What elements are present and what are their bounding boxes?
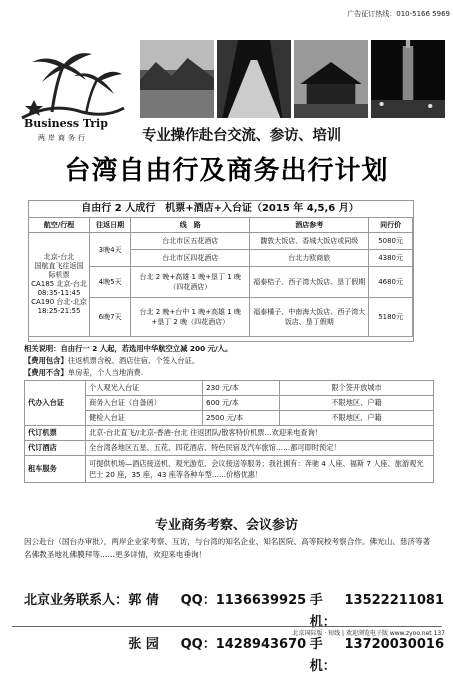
service-category: 代订酒店	[25, 441, 86, 456]
footer-divider	[12, 626, 442, 627]
visa-scope: 不限地区、户籍	[280, 411, 434, 426]
phone-number: 13720030016	[344, 637, 444, 652]
photo-strip	[140, 40, 445, 118]
table-row	[25, 456, 434, 483]
table-row	[25, 396, 434, 411]
note-text: 往返机票含税、酒店住宿、个签入台证。	[67, 356, 200, 365]
airline-line: 北京-台北	[43, 253, 75, 261]
brand-name: Business Trip	[24, 117, 108, 130]
col-header: 线 路	[131, 218, 250, 233]
qq-label: QQ：	[180, 637, 216, 652]
phone-number: 13522211081	[344, 593, 444, 608]
services-table	[24, 380, 434, 483]
table-row	[25, 441, 434, 456]
brand-subtitle: 两岸商务行	[38, 134, 88, 142]
qq-label: QQ：	[180, 593, 216, 608]
service-category: 代订机票	[25, 426, 86, 441]
footer: 北京国际版 · 短线 | 欢迎浏览电子版 www.zyoo.net 137	[292, 630, 445, 637]
note-line: 相关说明：自由行一 2 人起，若选用中华航空立减 200 元/人。	[24, 344, 233, 353]
hotel: 馥敦大饭店、香城大饭店或同级	[250, 233, 369, 250]
visa-item: 健检入台证	[86, 411, 203, 426]
table-row	[25, 381, 434, 396]
hotel: 福泰桔子、西子湾大饭店、垦丁假期	[250, 267, 369, 298]
table-row	[29, 233, 413, 250]
note-line	[24, 367, 434, 379]
visa-scope: 不限地区、户籍	[280, 396, 434, 411]
price: 5180元	[369, 298, 413, 337]
trip-days: 3晚4天	[90, 233, 131, 267]
price: 4680元	[369, 267, 413, 298]
airline-line: 08:35-11:45	[37, 289, 81, 297]
visa-item: 个人观光入台证	[86, 381, 203, 396]
contact-name: 郭 倩	[128, 593, 159, 608]
airline-info	[29, 233, 90, 337]
trip-days: 6晚7天	[90, 298, 131, 337]
temple-photo	[294, 40, 368, 118]
visa-scope: 限个签开放城市	[280, 381, 434, 396]
airline-line: 国航直飞往返国	[34, 262, 84, 270]
mountain-lake-photo	[140, 40, 214, 118]
section-heading: 专业商务考察、会议参访	[154, 518, 298, 533]
phone-label: 手机：	[309, 593, 336, 630]
contact-name: 张 园	[128, 637, 159, 652]
note-text: 单房差，个人当地消费.	[67, 368, 144, 377]
road-tunnel-photo	[217, 40, 291, 118]
trip-days: 4晚5天	[90, 267, 131, 298]
contact-label: 北京业务联系人：	[24, 593, 129, 608]
qq-number: 1428943670	[215, 637, 307, 652]
service-detail: 全台湾各地区五星、五花、四花酒店、特色民宿及汽车旅馆……都可即时预定！	[86, 441, 434, 456]
hotel: 福泰橘子、中南海大饭店、西子湾大饭店、垦丁假期	[250, 298, 369, 337]
airline-line: CA185 北京-台北	[31, 280, 87, 288]
phone-label: 手机：	[309, 637, 336, 674]
taipei-101-night-photo	[371, 40, 445, 118]
service-category: 租车服务	[25, 456, 86, 483]
service-detail: 北京-台北直飞//北京-香港-台北 往返团队/散客特价机票…欢迎来电查询！	[86, 426, 434, 441]
airline-line: 18:25-21:55	[37, 307, 81, 315]
note-label: 【费用不含】	[24, 368, 68, 377]
col-header: 同行价	[369, 218, 413, 233]
contact-label	[24, 634, 128, 678]
col-header: 酒店参考	[250, 218, 369, 233]
page-title: 台湾自由行及商务出行计划	[64, 156, 389, 186]
service-category: 代办入台证	[25, 381, 86, 426]
ad-hotline: 广告征订热线：010-5166 5969	[347, 10, 450, 18]
business-paragraph: 因公赴台（国台办审批），两岸企业家考察、互访，与台湾的知名企业、知名医院、高等院校考察合作。佛光山、慈济等著名佛教圣地礼佛膜拜等……更多详情，欢迎来电垂询！	[24, 537, 431, 559]
airline-line: 际机票	[48, 271, 70, 279]
contact-row	[24, 634, 444, 678]
table-row	[25, 426, 434, 441]
visa-price: 230 元/本	[203, 381, 280, 396]
route: 台北市区四花酒店	[131, 250, 250, 267]
table-row	[25, 411, 434, 426]
col-header: 航空/行程	[29, 218, 90, 233]
visa-price: 2500 元/本	[203, 411, 280, 426]
tour-package-title: 自由行 2 人成行 机票+酒店+入台证（2015 年 4,5,6 月）	[81, 203, 359, 214]
visa-item: 商务入台证（自备函）	[86, 396, 203, 411]
visa-price: 600 元/本	[203, 396, 280, 411]
price: 5080元	[369, 233, 413, 250]
qq-number: 1136639925	[215, 593, 307, 608]
note-label: 【费用包含】	[24, 356, 68, 365]
col-header: 往返日期	[90, 218, 131, 233]
slogan: 专业操作赴台交流、参访、培训	[142, 128, 341, 144]
route: 台北 2 晚+高雄 1 晚+垦丁 1 晚（四花酒店）	[131, 267, 250, 298]
notes-section	[24, 343, 434, 379]
note-line	[24, 355, 434, 367]
service-detail: 可提供机场—酒店接送机、观光游览、会议接送等服务；我社拥有：奔驰 4 人座、福斯 7 人座、旅游观光巴士 20 座，35 座，43 座等各种车型……价格优惠！	[86, 456, 434, 483]
route: 台北 2 晚+台中 1 晚+高雄 1 晚+垦丁 2 晚（四花酒店）	[131, 298, 250, 337]
tour-price-table	[28, 217, 413, 337]
hotel: 台北力欧商旅	[250, 250, 369, 267]
airline-line: CA190 台北-北京	[31, 298, 87, 306]
route: 台北市区五花酒店	[131, 233, 250, 250]
table-header-row	[29, 218, 413, 233]
price: 4380元	[369, 250, 413, 267]
